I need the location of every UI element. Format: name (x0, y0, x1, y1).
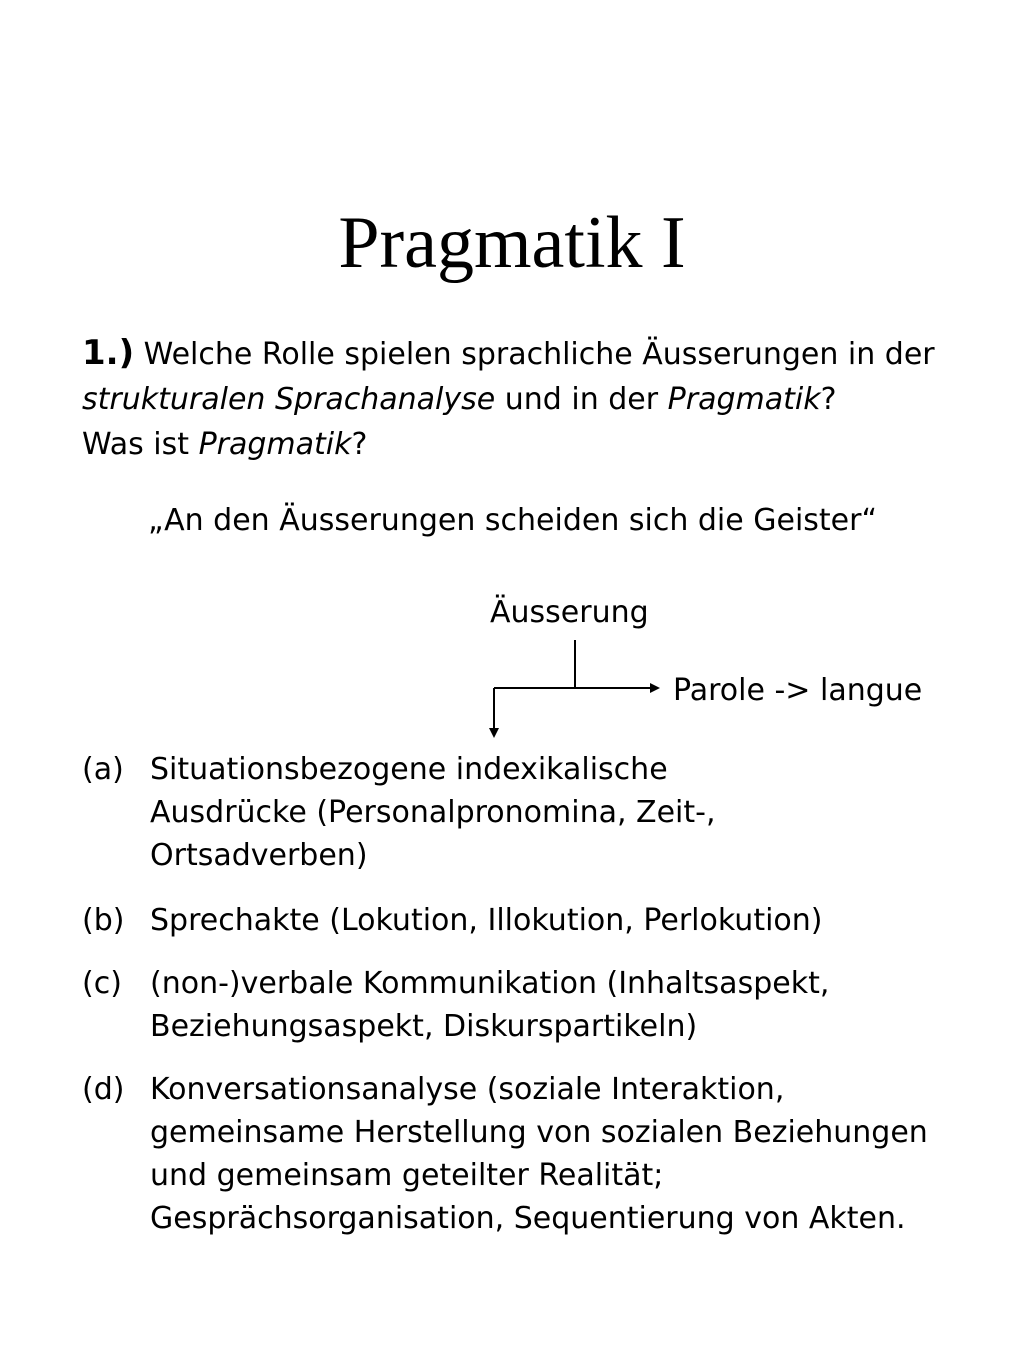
branch-diagram (480, 636, 670, 746)
arrow-right-icon (650, 683, 660, 693)
list-marker: (a) (82, 752, 124, 787)
list-marker: (d) (82, 1072, 125, 1107)
list-item-text: Situationsbezogene indexikalische Ausdrücke (Personalpronomina, Zeit-, Ortsadverben) (150, 752, 716, 873)
question-block (82, 331, 982, 467)
list-item-text: Sprechakte (Lokution, Illokution, Perlokution) (150, 903, 823, 938)
question-emphasis-2: Pragmatik (667, 382, 821, 417)
question-text-4: Was ist (82, 427, 190, 462)
list-marker: (c) (82, 966, 122, 1001)
question-text-5: ? (351, 427, 368, 462)
question-text-1: Welche Rolle spielen sprachliche Äusserungen in der (143, 337, 935, 372)
quote: „An den Äusserungen scheiden sich die Geister“ (148, 503, 878, 538)
list-item-text: Konversationsanalyse (soziale Interaktion, gemeinsame Herstellung von sozialen Beziehungen und gemeinsam geteilter Realität; Gesprächsorganisation, Sequentierung von Akten. (150, 1072, 928, 1236)
question-number: 1.) (82, 333, 135, 373)
list-item (82, 1068, 982, 1240)
question-text-2: und in der (504, 382, 659, 417)
list-marker: (b) (82, 903, 125, 938)
list-item (82, 748, 982, 877)
page-title: Pragmatik I (338, 202, 686, 284)
question-text-3: ? (820, 382, 837, 417)
diagram-right-label: Parole -> langue (673, 673, 923, 708)
list-item (82, 899, 982, 942)
item-list (82, 748, 982, 1240)
list-item (82, 962, 982, 1048)
question-emphasis-3: Pragmatik (198, 427, 352, 462)
question-emphasis-1: strukturalen Sprachanalyse (82, 382, 496, 417)
list-item-text: (non-)verbale Kommunikation (Inhaltsaspekt, Beziehungsaspekt, Diskurspartikeln) (150, 966, 830, 1044)
arrow-down-icon (489, 728, 499, 738)
diagram-top-label: Äusserung (490, 595, 649, 630)
